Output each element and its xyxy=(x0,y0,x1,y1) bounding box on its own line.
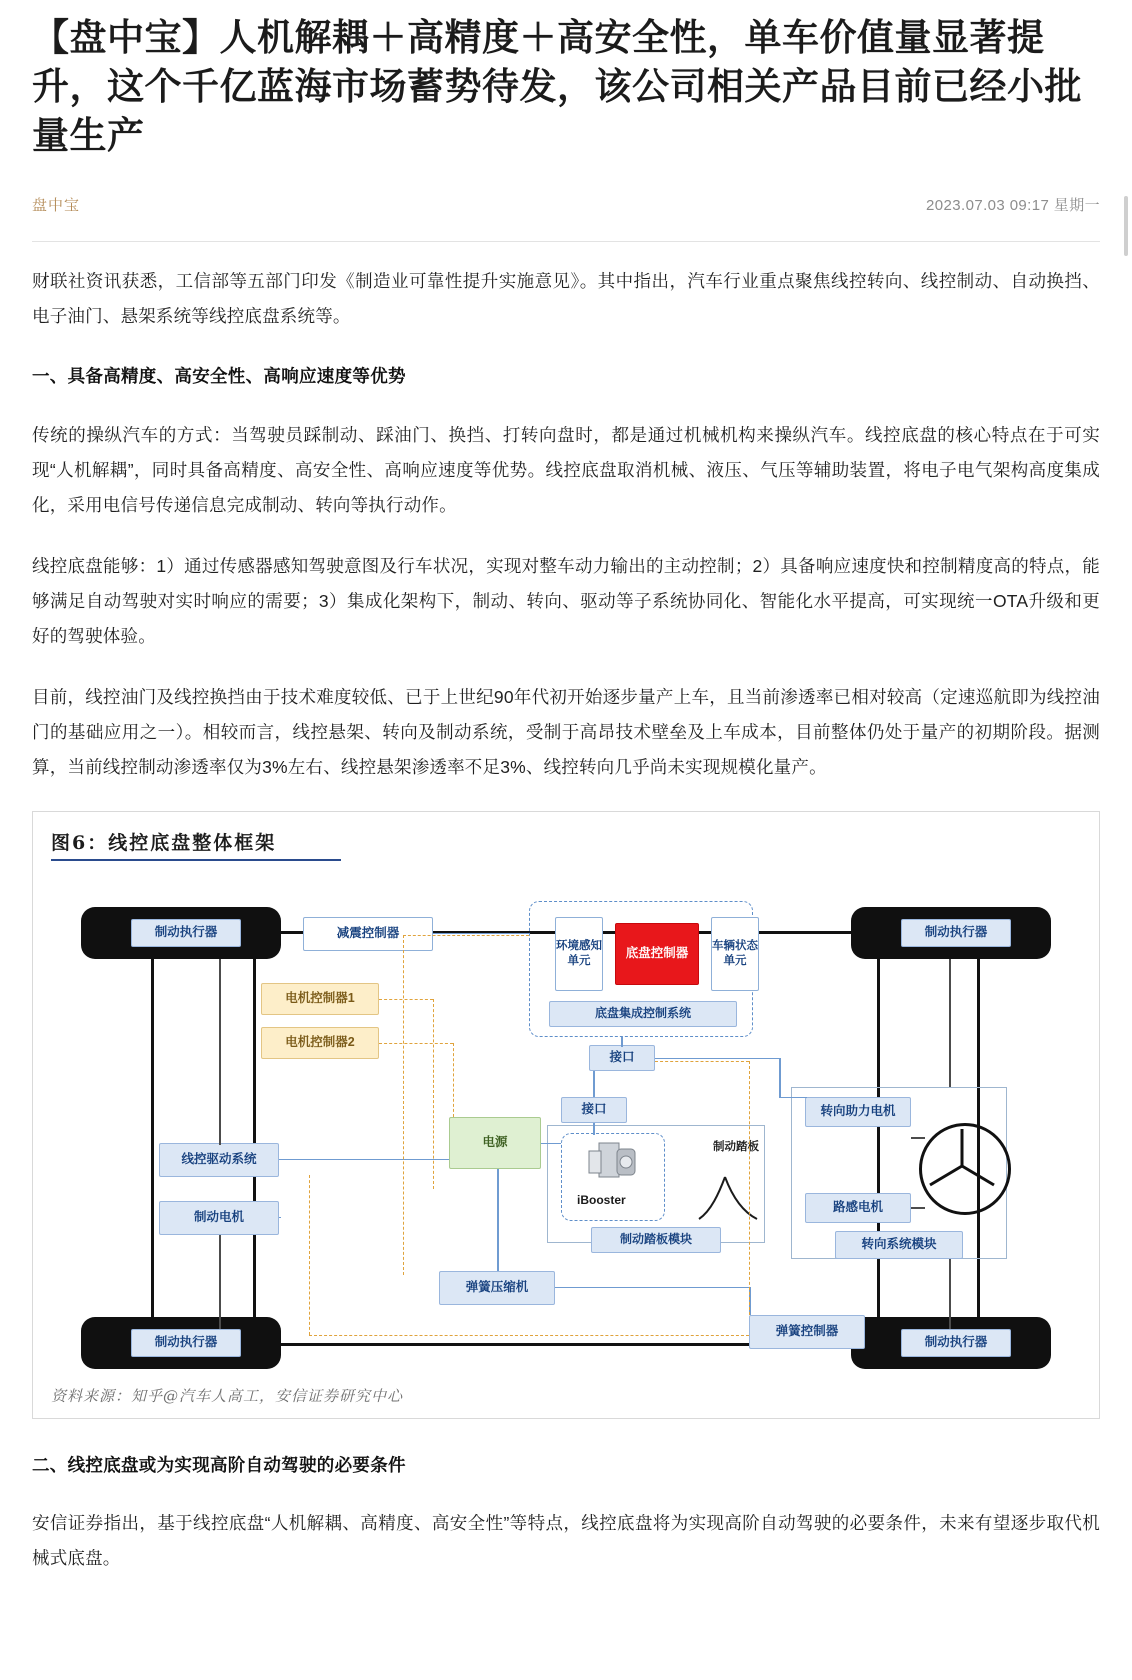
dash-route-right-top xyxy=(655,1061,749,1062)
node-chassis-integrated-system: 底盘集成控制系统 xyxy=(549,1001,737,1027)
dash-route-right-vertical xyxy=(749,1061,750,1315)
ibooster-label: iBooster xyxy=(577,1192,626,1207)
dash-route-left-vertical xyxy=(403,935,404,1275)
figure-title: 图6：线控底盘整体框架 xyxy=(51,831,277,854)
timestamp: 2023.07.03 09:17 星期一 xyxy=(926,197,1100,215)
node-interface-mid: 接口 xyxy=(561,1097,627,1123)
paragraph-2: 线控底盘能够：1）通过传感器感知驾驶意图及行车状况，实现对整车动力输出的主动控制；2）具备响应速度快和控制精度高的特点，能够满足自动驾驶对实时响应的需要；3）集成化架构下，制动、转向、驱动等子系统协同化、智能化水平提高，可实现统一OTA升级和更好的驾驶体验。 xyxy=(32,555,1100,646)
dash-route-mc1 xyxy=(433,999,434,1189)
section-heading-2: 二、线控底盘或为实现高阶自动驾驶的必要条件 xyxy=(32,1454,406,1475)
node-steering-assist-motor: 转向助力电机 xyxy=(805,1097,911,1127)
conn-brake-motor-stub xyxy=(279,1217,281,1219)
node-brake-pedal-module: 制动踏板模块 xyxy=(591,1227,721,1253)
section-heading-1: 一、具备高精度、高安全性、高响应速度等优势 xyxy=(32,366,406,387)
chassis-rail-left-inner xyxy=(253,931,256,1346)
node-brake-actuator-front-right: 制动执行器 xyxy=(901,919,1011,947)
node-motor-controller-2: 电机控制器2 xyxy=(261,1027,379,1059)
conn-interface-to-pedal xyxy=(593,1123,595,1135)
lead-paragraph: 财联社资讯获悉，工信部等五部门印发《制造业可靠性提升实施意见》。其中指出，汽车行业重点聚焦线控转向、线控制动、自动换挡、电子油门、悬架系统等线控底盘系统等。 xyxy=(32,271,1100,327)
node-power-supply: 电源 xyxy=(449,1117,541,1169)
ibooster-icon xyxy=(583,1137,645,1193)
dash-route-bottom xyxy=(309,1335,749,1336)
node-brake-motor: 制动电机 xyxy=(159,1201,279,1235)
conn-steering-drop xyxy=(779,1058,781,1098)
node-brake-actuator-rear-left: 制动执行器 xyxy=(131,1329,241,1357)
brake-pedal-icon xyxy=(695,1171,769,1223)
dash-route-mc2-v xyxy=(453,1043,454,1117)
paragraph-1: 传统的操纵汽车的方式：当驾驶员踩制动、踩油门、换挡、打转向盘时，都是通过机械机构来操纵汽车。线控底盘的核心特点在于可实现“人机解耦”，同时具备高精度、高安全性、高响应速度等优势。线控底盘取消机械、液压、气压等辅助装置，将电子电气架构高度集成化，采用电信号传递信息完成制动、转向等执行动作。 xyxy=(32,424,1100,515)
node-road-feel-motor: 路感电机 xyxy=(805,1193,911,1223)
node-chassis-controller: 底盘控制器 xyxy=(615,923,699,985)
node-env-sense-unit: 环境感知单元 xyxy=(555,917,603,991)
node-drive-by-wire-system: 线控驱动系统 xyxy=(159,1143,279,1177)
node-interface-top: 接口 xyxy=(589,1045,655,1071)
conn-wheel-to-drive xyxy=(219,959,221,1145)
dash-route-top xyxy=(403,935,529,936)
conn-power-to-pedal xyxy=(541,1143,561,1145)
conn-drive-to-rear-wheel xyxy=(219,1235,221,1329)
steering-wheel-spokes-icon xyxy=(919,1123,1005,1209)
steering-link-bottom xyxy=(911,1207,925,1209)
conn-interface-to-steering xyxy=(655,1058,779,1060)
paragraph-3: 目前，线控油门及线控换挡由于技术难度较低、已于上世纪90年代初开始逐步量产上车，且当前渗透率已相对较高（定速巡航即为线控油门的基础应用之一）。相较而言，线控悬架、转向及制动系统，受制于高昂技术壁垒及上车成本，目前整体仍处于量产的初期阶段。据测算，当前线控制动渗透率仅为3%左右、线控悬架渗透率不足3%、线控转向几乎尚未实现规模化量产。 xyxy=(32,686,1100,777)
scrollbar-thumb[interactable] xyxy=(1124,196,1128,256)
conn-interface-to-interface xyxy=(593,1071,595,1097)
node-brake-actuator-front-left: 制动执行器 xyxy=(131,919,241,947)
node-spring-compressor: 弹簧压缩机 xyxy=(439,1271,555,1305)
node-vehicle-state-unit: 车辆状态单元 xyxy=(711,917,759,991)
meta-divider xyxy=(32,241,1100,242)
figure-source: 资料来源：知乎@汽车人高工，安信证券研究中心 xyxy=(51,1386,404,1405)
page-title: 【盘中宝】人机解耦＋高精度＋高安全性，单车价值量显著提升，这个千亿蓝海市场蓄势待发，该公司相关产品目前已经小批量生产 xyxy=(32,17,1082,156)
figure-title-rule xyxy=(51,859,341,861)
node-spring-controller: 弹簧控制器 xyxy=(749,1315,865,1349)
article-meta xyxy=(32,194,1100,219)
conn-chassis-to-interface xyxy=(621,1037,623,1047)
node-brake-actuator-rear-right: 制动执行器 xyxy=(901,1329,1011,1357)
node-motor-controller-1: 电机控制器1 xyxy=(261,983,379,1015)
conn-drive-to-power xyxy=(279,1159,449,1161)
node-steering-system-module: 转向系统模块 xyxy=(835,1231,963,1259)
paragraph-4: 安信证券指出，基于线控底盘“人机解耦、高精度、高安全性”等特点，线控底盘将为实现高阶自动驾驶的必要条件，未来有望逐步取代机械式底盘。 xyxy=(32,1512,1100,1568)
dash-route-mc2-h xyxy=(379,1043,453,1044)
source-tag: 盘中宝 xyxy=(32,197,81,215)
conn-steering-enter xyxy=(779,1097,807,1099)
conn-spring-to-controller xyxy=(555,1287,749,1289)
conn-steering-to-rear-wheel xyxy=(949,1259,951,1329)
figure-chassis-framework xyxy=(32,811,1100,1419)
steering-link-top xyxy=(911,1137,925,1139)
conn-wheel-to-steering xyxy=(949,959,951,1087)
brake-pedal-label: 制动踏板 xyxy=(713,1140,759,1153)
figure-diagram xyxy=(53,875,1079,1375)
dash-route-lower-left xyxy=(309,1175,310,1335)
conn-power-to-spring xyxy=(497,1169,499,1271)
dash-route-mc1-h xyxy=(379,999,433,1000)
node-damping-controller: 减震控制器 xyxy=(303,917,433,951)
chassis-rail-left xyxy=(151,931,154,1346)
